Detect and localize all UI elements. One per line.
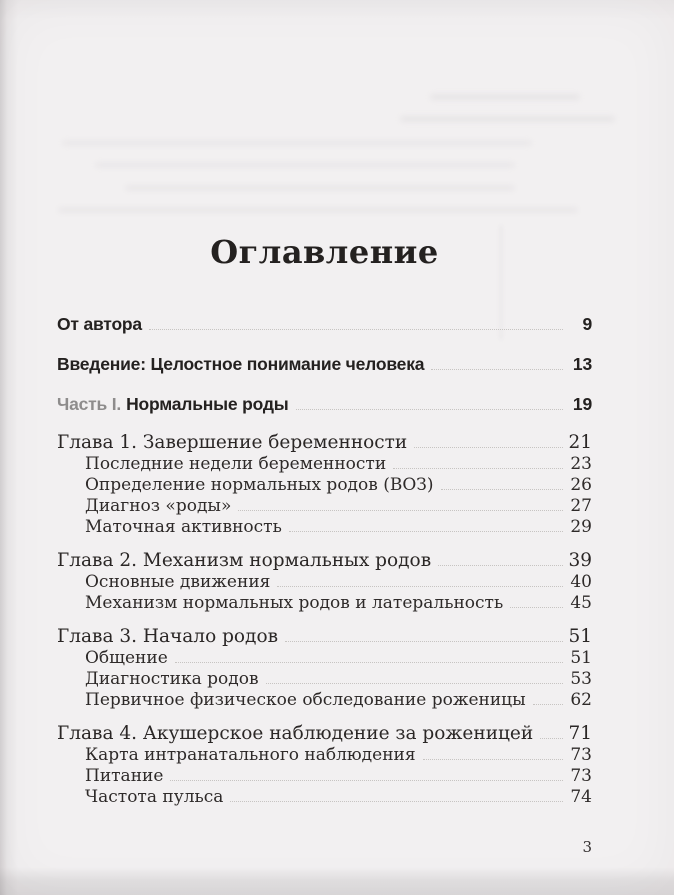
bleed-through-mark [430,94,580,100]
toc-entry-page: 71 [568,723,592,744]
bleed-through-mark [62,140,532,146]
toc-entry-label: Определение нормальных родов (ВОЗ) [85,475,434,495]
dotted-leader [438,565,563,566]
toc-entry-page: 39 [568,550,592,571]
toc-entry-page: 26 [570,475,592,495]
bleed-through-mark [125,185,515,191]
dotted-leader [540,738,563,739]
dotted-leader [423,759,563,760]
toc-row-sub [57,648,592,669]
toc-entry-page: 40 [570,572,592,592]
dotted-leader [238,510,563,511]
dotted-leader [149,329,563,330]
toc-entry-page: 13 [572,354,592,374]
toc-entry-label: Диагноз «роды» [85,496,232,516]
toc-entry-label: Диагностика родов [85,669,259,689]
toc-entry-page: 29 [570,517,592,537]
dotted-leader [266,683,563,684]
dotted-leader [289,531,563,532]
bleed-through-mark [95,162,515,168]
toc-entry-label: Питание [85,766,164,786]
toc-row-chapter [57,550,592,572]
toc-entry-page: 21 [568,432,592,453]
dotted-leader [230,801,563,802]
toc-entry-page: 23 [570,454,592,474]
toc-content [57,228,592,808]
toc-entry-page: 45 [570,593,592,613]
toc-row-sub [57,787,592,808]
toc-entry-label: Карта интранатального наблюдения [85,745,416,765]
toc-entry-page: 51 [570,648,592,668]
toc-row-sub [57,745,592,766]
toc-entry-label: Нормальные роды [126,394,289,414]
toc-entry-label: Глава 1. Завершение беременности [57,432,408,453]
toc-row-sub [57,572,592,593]
toc-row-sub [57,496,592,517]
toc-row-sub [57,593,592,614]
dotted-leader [175,662,563,663]
toc-entry-page: 51 [568,626,592,647]
bleed-through-mark [400,116,615,122]
dotted-leader [393,468,563,469]
toc-row-sub [57,475,592,496]
toc-entry-label: Первичное физическое обследование роженицы [85,690,526,710]
toc-entry-label: Последние недели беременности [85,454,387,474]
toc-entry-page: 62 [570,690,592,710]
toc-entry-page: 9 [582,314,592,334]
page-number: 3 [582,838,592,856]
toc-entry-label: Общение [85,648,168,668]
toc-entry-list [57,312,592,808]
toc-entry-label: Частота пульса [85,787,224,807]
dotted-leader [296,409,564,410]
toc-row-intro [57,312,592,336]
toc-entry-label: Глава 3. Начало родов [57,626,279,647]
dotted-leader [431,369,563,370]
toc-row-sub [57,766,592,787]
toc-entry-page: 73 [570,766,592,786]
toc-entry-label: Маточная активность [85,517,282,537]
toc-row-sub [57,454,592,475]
toc-entry-page: 53 [570,669,592,689]
toc-entry-label: Основные движения [85,572,271,592]
dotted-leader [510,607,563,608]
toc-entry-page: 27 [570,496,592,516]
toc-entry-label: Введение: Целостное понимание человека [57,354,425,374]
dotted-leader [533,704,563,705]
toc-entry-page: 73 [570,745,592,765]
toc-row-sub [57,690,592,711]
toc-title: Оглавление [210,233,439,271]
toc-row-intro [57,352,592,376]
dotted-leader [414,447,563,448]
toc-row-chapter [57,432,592,454]
toc-row-chapter [57,723,592,745]
dotted-leader [277,586,563,587]
toc-entry-label: Механизм нормальных родов и латеральность [85,593,504,613]
dotted-leader [285,641,563,642]
toc-row-chapter [57,626,592,648]
toc-entry-page: 74 [570,787,592,807]
dotted-leader [441,489,563,490]
bleed-through-mark [58,207,578,213]
toc-entry-label: Глава 4. Акушерское наблюдение за роженицей [57,723,534,744]
toc-entry-label: От автора [57,314,142,334]
toc-row-sub [57,517,592,538]
toc-row-sub [57,669,592,690]
toc-entry-page: 19 [572,394,592,414]
toc-row-part [57,392,592,416]
toc-part-prefix: Часть I. [57,394,122,414]
toc-entry-label: Глава 2. Механизм нормальных родов [57,550,432,571]
dotted-leader [170,780,563,781]
